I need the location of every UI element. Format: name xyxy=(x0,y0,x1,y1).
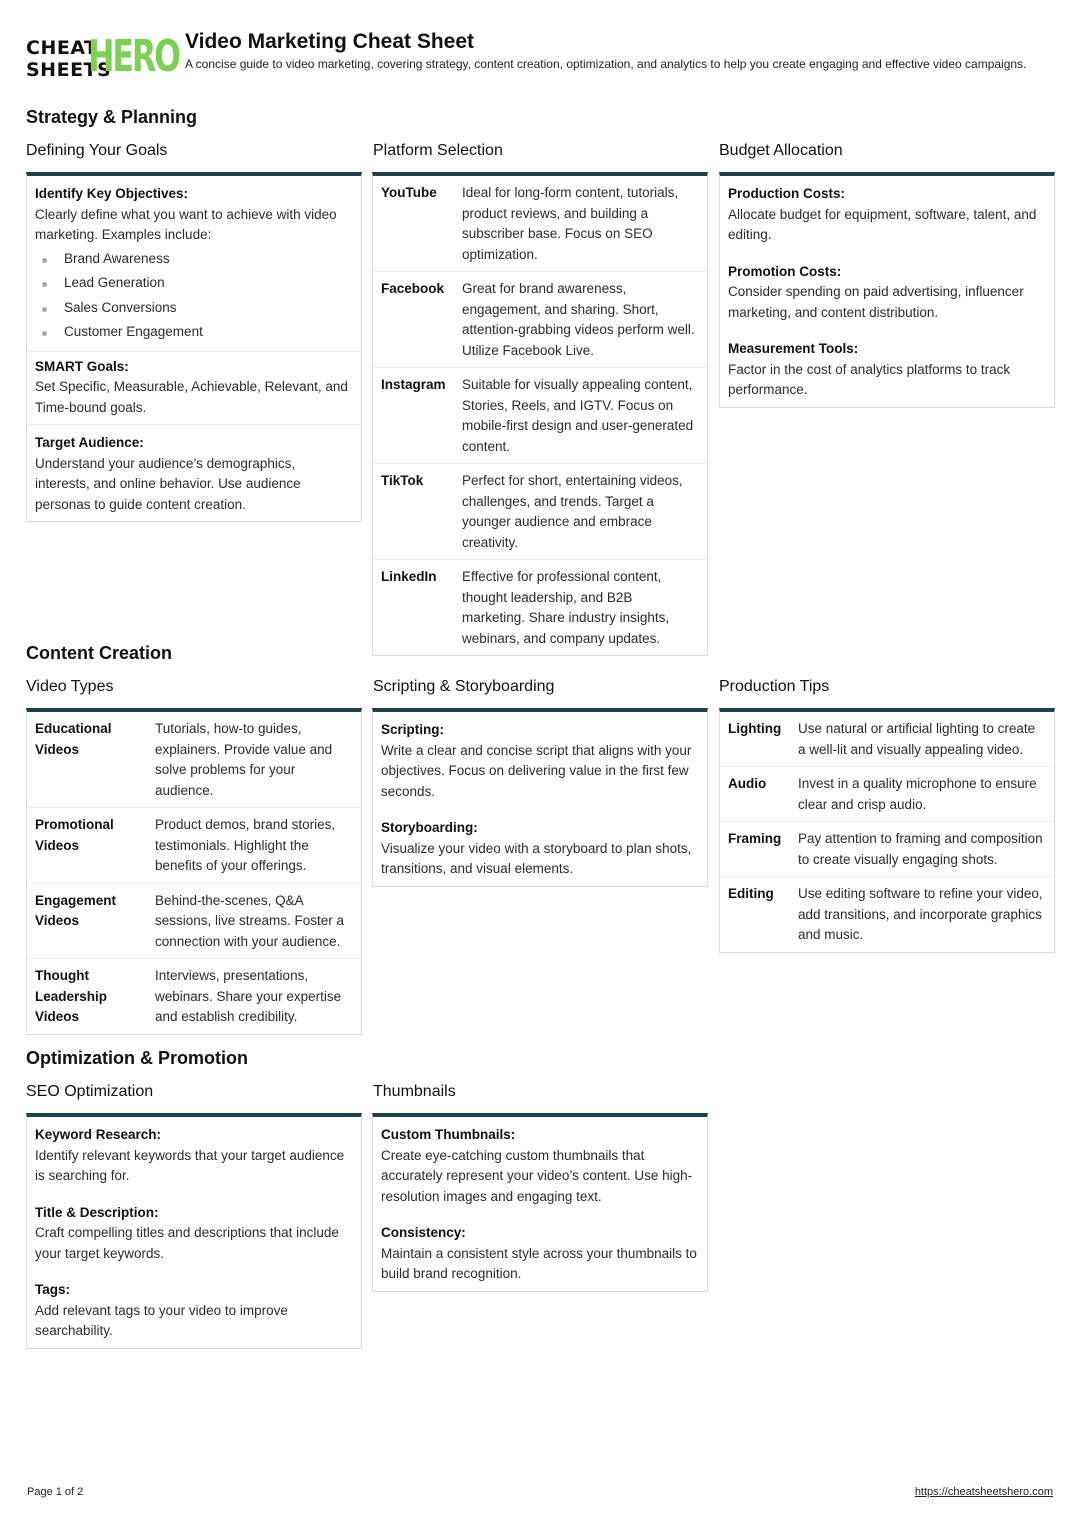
logo-sheets-text: SHEETS xyxy=(26,59,112,81)
custom-thumbnails-text: Create eye-catching custom thumbnails that accurately represent your video’s content. Use high-resolution images and engaging text. xyxy=(381,1147,693,1204)
tags-label: Tags: xyxy=(35,1282,71,1297)
promotion-costs-label: Promotion Costs: xyxy=(728,263,842,279)
table-row xyxy=(27,712,361,807)
video-type-name: Engagement Videos xyxy=(35,892,117,928)
card-production xyxy=(719,708,1055,953)
logo-cheat-text: CHEAT xyxy=(26,37,98,59)
video-type-name: Educational Videos xyxy=(35,721,112,757)
objectives-text: Clearly define what you want to achieve with video marketing. Examples include: xyxy=(35,206,337,242)
smart-label: SMART Goals: xyxy=(35,358,129,374)
keyword-research-text: Identify relevant keywords that your target audience is searching for. xyxy=(35,1147,345,1183)
video-type-desc: Product demos, brand stories, testimonials. Highlight the benefits of your offerings. xyxy=(155,817,336,873)
video-type-desc: Tutorials, how-to guides, explainers. Provide value and solve problems for your audience. xyxy=(155,721,333,798)
platform-name: LinkedIn xyxy=(381,569,437,584)
budget-promotion-block xyxy=(720,252,1054,330)
tip-desc: Invest in a quality microphone to ensure clear and crisp audio. xyxy=(798,776,1037,812)
table-row xyxy=(27,883,361,959)
card-goals xyxy=(26,172,362,522)
table-row xyxy=(373,367,707,463)
page-title: Video Marketing Cheat Sheet xyxy=(185,30,475,53)
title-description-label: Title & Description: xyxy=(35,1204,159,1220)
budget-measurement-block xyxy=(720,329,1054,407)
goals-objectives-block xyxy=(27,176,361,351)
platform-name: YouTube xyxy=(381,185,437,200)
card-thumbnails xyxy=(372,1113,708,1292)
video-type-name: Promotional Videos xyxy=(35,817,114,853)
consistency-label: Consistency: xyxy=(381,1225,466,1240)
consistency-block xyxy=(373,1213,707,1291)
video-type-name: Thought Leadership Videos xyxy=(35,968,108,1024)
budget-production-block xyxy=(720,176,1054,252)
table-row xyxy=(373,176,707,271)
page-description: A concise guide to video marketing, covering strategy, content creation, optimization, and analytics to help you create engaging and effective video campaigns. xyxy=(185,57,1027,71)
platform-desc: Perfect for short, entertaining videos, challenges, and trends. Target a younger audience and embrace creativity. xyxy=(462,473,683,550)
page-number: Page 1 of 2 xyxy=(27,1486,84,1498)
audience-text: Understand your audience’s demographics, interests, and online behavior. Use audience personas to guide content creation. xyxy=(35,455,301,512)
card-title-video-types: Video Types xyxy=(26,678,114,695)
section-title-optimization: Optimization & Promotion xyxy=(26,1048,248,1068)
card-title-budget: Budget Allocation xyxy=(719,142,843,159)
section-title-strategy: Strategy & Planning xyxy=(26,107,198,127)
storyboarding-block xyxy=(373,808,707,886)
production-costs-text: Allocate budget for equipment, software, talent, and editing. xyxy=(728,206,1037,242)
card-title-production: Production Tips xyxy=(719,678,830,695)
tip-name: Lighting xyxy=(728,721,782,736)
card-title-thumbnails: Thumbnails xyxy=(373,1083,456,1100)
custom-thumbnails-block xyxy=(373,1117,707,1213)
keyword-research-label: Keyword Research: xyxy=(35,1127,162,1142)
production-costs-label: Production Costs: xyxy=(728,186,845,201)
card-video-types xyxy=(26,708,362,1035)
tip-desc: Use editing software to refine your video, add transitions, and incorporate graphics and music. xyxy=(798,886,1043,942)
scripting-label: Scripting: xyxy=(381,722,444,737)
list-item: Brand Awareness xyxy=(35,247,353,272)
card-scripting xyxy=(372,708,708,887)
list-item: Sales Conversions xyxy=(35,296,353,321)
consistency-text: Maintain a consistent style across your thumbnails to build brand recognition. xyxy=(381,1245,697,1281)
table-row xyxy=(720,876,1054,952)
page-header xyxy=(26,30,1056,90)
platform-name: Instagram xyxy=(381,377,446,392)
tip-desc: Pay attention to framing and composition to create visually engaging shots. xyxy=(798,831,1043,867)
smart-text: Set Specific, Measurable, Achievable, Relevant, and Time-bound goals. xyxy=(35,379,348,415)
promotion-costs-text: Consider spending on paid advertising, influencer marketing, and content distribution. xyxy=(728,284,1024,320)
table-row xyxy=(373,271,707,367)
platform-name: TikTok xyxy=(381,473,424,488)
card-title-goals: Defining Your Goals xyxy=(26,142,168,159)
audience-label: Target Audience: xyxy=(35,435,144,450)
tip-name: Audio xyxy=(728,776,767,791)
storyboarding-text: Visualize your video with a storyboard to plan shots, transitions, and visual elements. xyxy=(381,840,692,876)
card-seo xyxy=(26,1113,362,1349)
scripting-text: Write a clear and concise script that aligns with your objectives. Focus on delivering value in the first few seconds. xyxy=(381,742,692,799)
card-title-seo: SEO Optimization xyxy=(26,1083,154,1100)
measurement-tools-label: Measurement Tools: xyxy=(728,341,859,356)
table-row xyxy=(373,559,707,655)
card-title-scripting: Scripting & Storyboarding xyxy=(373,678,555,695)
tags-text: Add relevant tags to your video to improve searchability. xyxy=(35,1302,288,1338)
platform-desc: Suitable for visually appealing content, Stories, Reels, and IGTV. Focus on mobile-first design and user-generated content. xyxy=(462,377,694,454)
video-type-desc: Interviews, presentations, webinars. Share your expertise and establish credibility. xyxy=(155,968,342,1024)
video-type-desc: Behind-the-scenes, Q&A sessions, live streams. Foster a connection with your audience. xyxy=(155,892,345,949)
tags-block xyxy=(27,1270,361,1348)
title-description-text: Craft compelling titles and descriptions that include your target keywords. xyxy=(35,1225,339,1261)
logo-hero-text: HERO xyxy=(88,31,179,82)
objectives-label: Identify Key Objectives: xyxy=(35,186,189,201)
table-row xyxy=(720,766,1054,821)
table-row xyxy=(720,712,1054,766)
table-row xyxy=(373,463,707,559)
keyword-research-block xyxy=(27,1117,361,1193)
platform-desc: Ideal for long-form content, tutorials, product reviews, and building a subscriber base. Focus on SEO optimization. xyxy=(462,185,679,262)
table-row xyxy=(27,807,361,883)
cheatsheetshero-logo[interactable] xyxy=(26,31,179,84)
table-row xyxy=(27,958,361,1034)
site-link[interactable]: https://cheatsheetshero.com xyxy=(914,1486,1053,1498)
storyboarding-label: Storyboarding: xyxy=(381,820,478,835)
table-row xyxy=(720,821,1054,876)
card-title-platforms: Platform Selection xyxy=(373,142,503,159)
custom-thumbnails-label: Custom Thumbnails: xyxy=(381,1127,516,1142)
platform-name: Facebook xyxy=(381,281,445,296)
list-item: Lead Generation xyxy=(35,271,353,296)
tip-name: Framing xyxy=(728,831,782,846)
goals-audience-block xyxy=(27,424,361,521)
scripting-block xyxy=(373,712,707,808)
goals-smart-block xyxy=(27,351,361,425)
measurement-tools-text: Factor in the cost of analytics platforms to track performance. xyxy=(728,361,1011,397)
objectives-list xyxy=(35,247,353,345)
card-budget xyxy=(719,172,1055,408)
card-platforms xyxy=(372,172,708,656)
section-title-content: Content Creation xyxy=(26,643,172,663)
list-item: Customer Engagement xyxy=(35,320,353,345)
tip-desc: Use natural or artificial lighting to create a well-lit and visually appealing video. xyxy=(798,721,1036,757)
tip-name: Editing xyxy=(728,886,774,901)
platform-desc: Great for brand awareness, engagement, and sharing. Short, attention-grabbing videos perform well. Utilize Facebook Live. xyxy=(462,281,695,358)
platform-desc: Effective for professional content, thought leadership, and B2B marketing. Share industry insights, webinars, and company updates. xyxy=(462,569,670,646)
title-description-block xyxy=(27,1193,361,1271)
